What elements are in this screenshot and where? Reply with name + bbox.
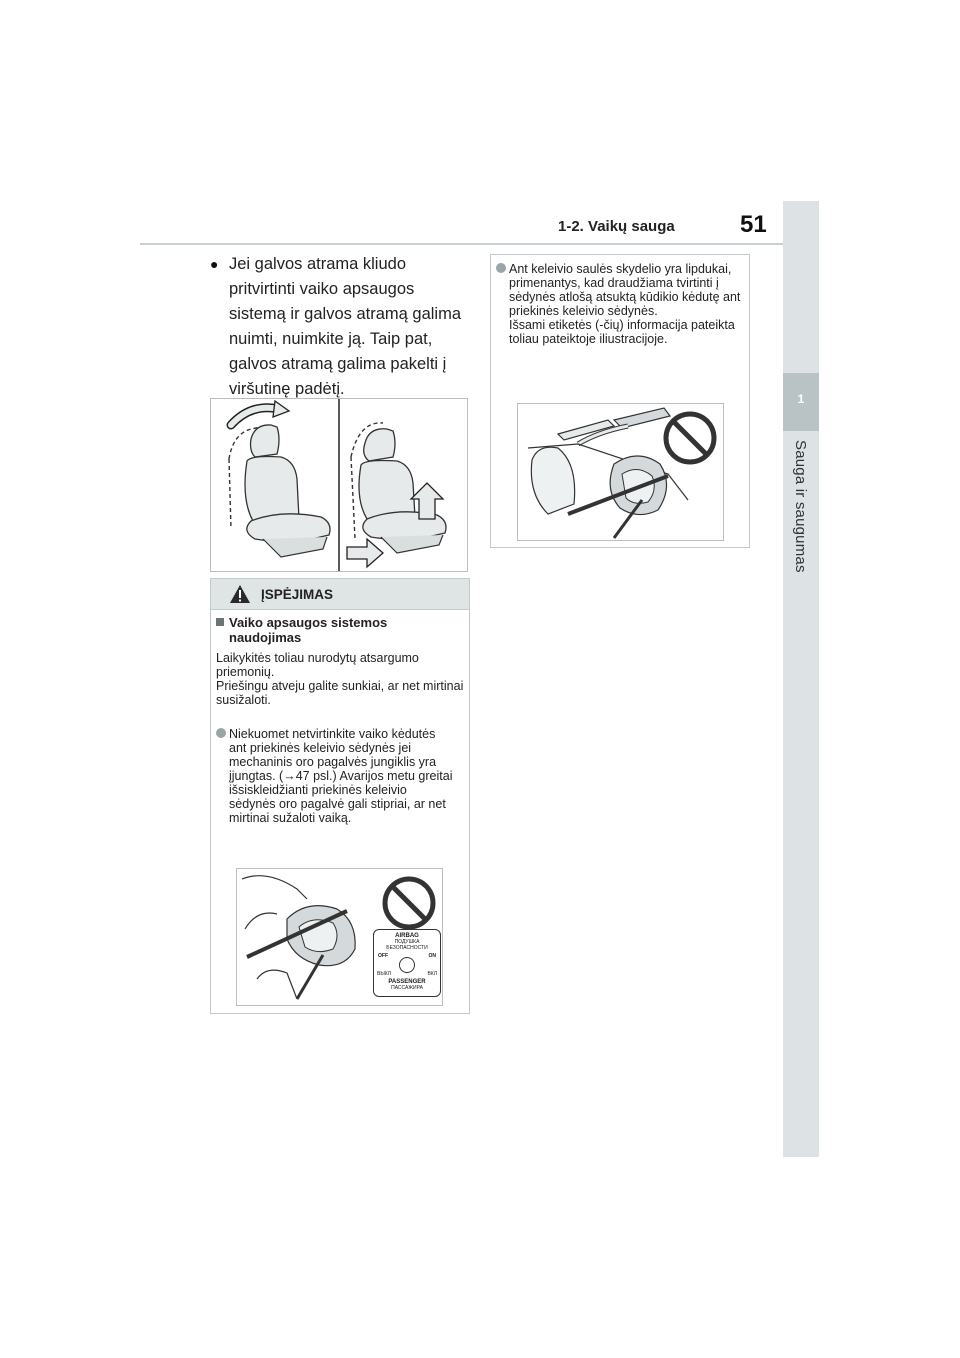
seat-headrest-illustration	[210, 398, 468, 572]
bullet-icon: ●	[210, 256, 219, 272]
warning-title: ĮSPĖJIMAS	[261, 587, 334, 602]
square-bullet-icon	[216, 618, 224, 626]
chapter-number: 1	[797, 392, 805, 406]
sun-visor-note-box	[490, 254, 750, 548]
warning-header	[211, 579, 469, 610]
sun-visor-drawing	[518, 404, 723, 540]
round-bullet-icon	[216, 728, 226, 738]
key-slot-icon	[399, 957, 415, 973]
airbag-switch-label: AIRBAG ПОДУШКА БЕЗОПАСНОСТИ OFF ON ВЫКЛ ВКЛ PASSENGER ПАССАЖИРА	[373, 929, 441, 997]
header-divider	[140, 243, 783, 245]
intro-paragraph	[210, 252, 470, 402]
sun-visor-note: Ant keleivio saulės skydelio yra lipdukai, primenantys, kad draudžiama tvirtinti į sėdynės atlošą atsuktą kūdikio kėdutę ant priekinės keleivio sėdynės. Išsami etiketės (-čių) informacija pateikta toliau pateiktoje iliustracijoje.	[496, 262, 741, 346]
side-band	[783, 201, 819, 1157]
page-number: 51	[740, 211, 767, 238]
warning-box	[210, 578, 470, 1014]
round-bullet-icon	[496, 263, 506, 273]
sun-visor-illustration	[517, 403, 724, 541]
intro-text: Jei galvos atrama kliudo pritvirtinti vaiko apsaugos sistemą ir galvos atramą galima nuimti, nuimkite ją. Taip pat, galvos atramą galima pakelti į viršutinę padėtį.	[229, 255, 461, 398]
warning-item: Niekuomet netvirtinkite vaiko kėdutės ant priekinės keleivio sėdynės jei mechaninis oro pagalvės jungiklis yra įjungtas. (→47 psl.) Avarijos metu greitai išsiskleidžianti priekinės keleivio sėdynės oro pagalvė gali stipriai, ar net mirtinai sužaloti vaiką.	[216, 727, 456, 825]
warning-heading: Vaiko apsaugos sistemos naudojimas	[216, 615, 461, 645]
warning-icon	[229, 584, 251, 604]
chapter-label: Sauga ir saugumas	[792, 440, 809, 573]
seat-drawing	[211, 399, 467, 571]
warning-body: Laikykitės toliau nurodytų atsargumo priemonių. Priešingu atveju galite sunkiai, ar net mirtinai susižaloti.	[216, 651, 464, 707]
airbag-switch-illustration	[236, 868, 443, 1006]
section-title: 1-2. Vaikų sauga	[558, 218, 675, 235]
